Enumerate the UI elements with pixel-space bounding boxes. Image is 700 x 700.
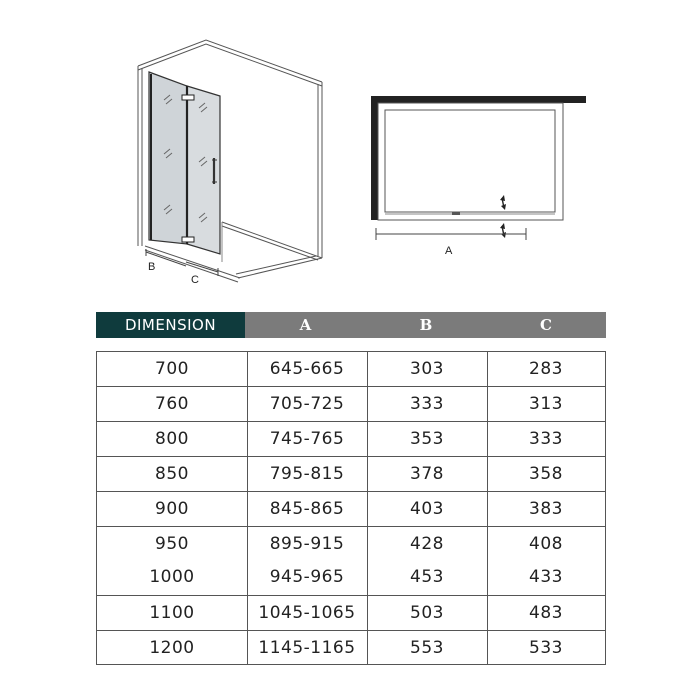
dimension-table [96, 351, 606, 665]
cell-c: 483 [529, 603, 563, 623]
header-dimension: DIMENSION [96, 312, 245, 338]
dimension-label-c: C [191, 274, 199, 286]
cell-dimension: 800 [155, 429, 189, 449]
header-a: A [299, 316, 312, 334]
cell-b: 428 [410, 534, 444, 554]
dimension-label-b: B [148, 261, 156, 273]
cell-a: 795-815 [269, 464, 345, 484]
table-row [97, 421, 605, 449]
cell-dimension: 1200 [149, 638, 195, 658]
cell-c: 433 [529, 567, 563, 587]
cell-a: 895-915 [269, 534, 345, 554]
shower-door-diagram [0, 0, 700, 300]
cell-dimension: 1100 [149, 603, 195, 623]
dimension-label-a: A [445, 245, 453, 257]
table-row [97, 526, 605, 554]
cell-dimension: 900 [155, 499, 189, 519]
glass-door-panels [149, 72, 220, 254]
cell-c: 358 [529, 464, 563, 484]
cell-c: 313 [529, 394, 563, 414]
cell-b: 303 [410, 359, 444, 379]
cell-a: 645-665 [269, 359, 345, 379]
cell-c: 383 [529, 499, 563, 519]
cell-c: 333 [529, 429, 563, 449]
cell-a: 705-725 [269, 394, 345, 414]
cell-dimension: 700 [155, 359, 189, 379]
table-row [97, 595, 605, 623]
header-b: B [419, 316, 433, 334]
top-view-drawing [371, 96, 586, 240]
cell-b: 503 [410, 603, 444, 623]
cell-b: 378 [410, 464, 444, 484]
cell-b: 553 [410, 638, 444, 658]
header-c: C [540, 316, 552, 334]
cell-a: 1145-1165 [258, 638, 356, 658]
cell-dimension: 850 [155, 464, 189, 484]
cell-a: 745-765 [269, 429, 345, 449]
cell-dimension: 1000 [149, 567, 195, 587]
table-row [97, 386, 605, 414]
cell-c: 283 [529, 359, 563, 379]
cell-a: 845-865 [269, 499, 345, 519]
table-row [97, 491, 605, 519]
cell-b: 403 [410, 499, 444, 519]
cell-c: 408 [529, 534, 563, 554]
cell-dimension: 950 [155, 534, 189, 554]
cell-b: 353 [410, 429, 444, 449]
table-row [97, 456, 605, 484]
cell-b: 333 [410, 394, 444, 414]
cell-dimension: 760 [155, 394, 189, 414]
cell-a: 945-965 [269, 567, 345, 587]
cell-c: 533 [529, 638, 563, 658]
cell-b: 453 [410, 567, 444, 587]
table-row [97, 630, 605, 658]
cell-a: 1045-1065 [258, 603, 356, 623]
table-header [96, 312, 606, 338]
